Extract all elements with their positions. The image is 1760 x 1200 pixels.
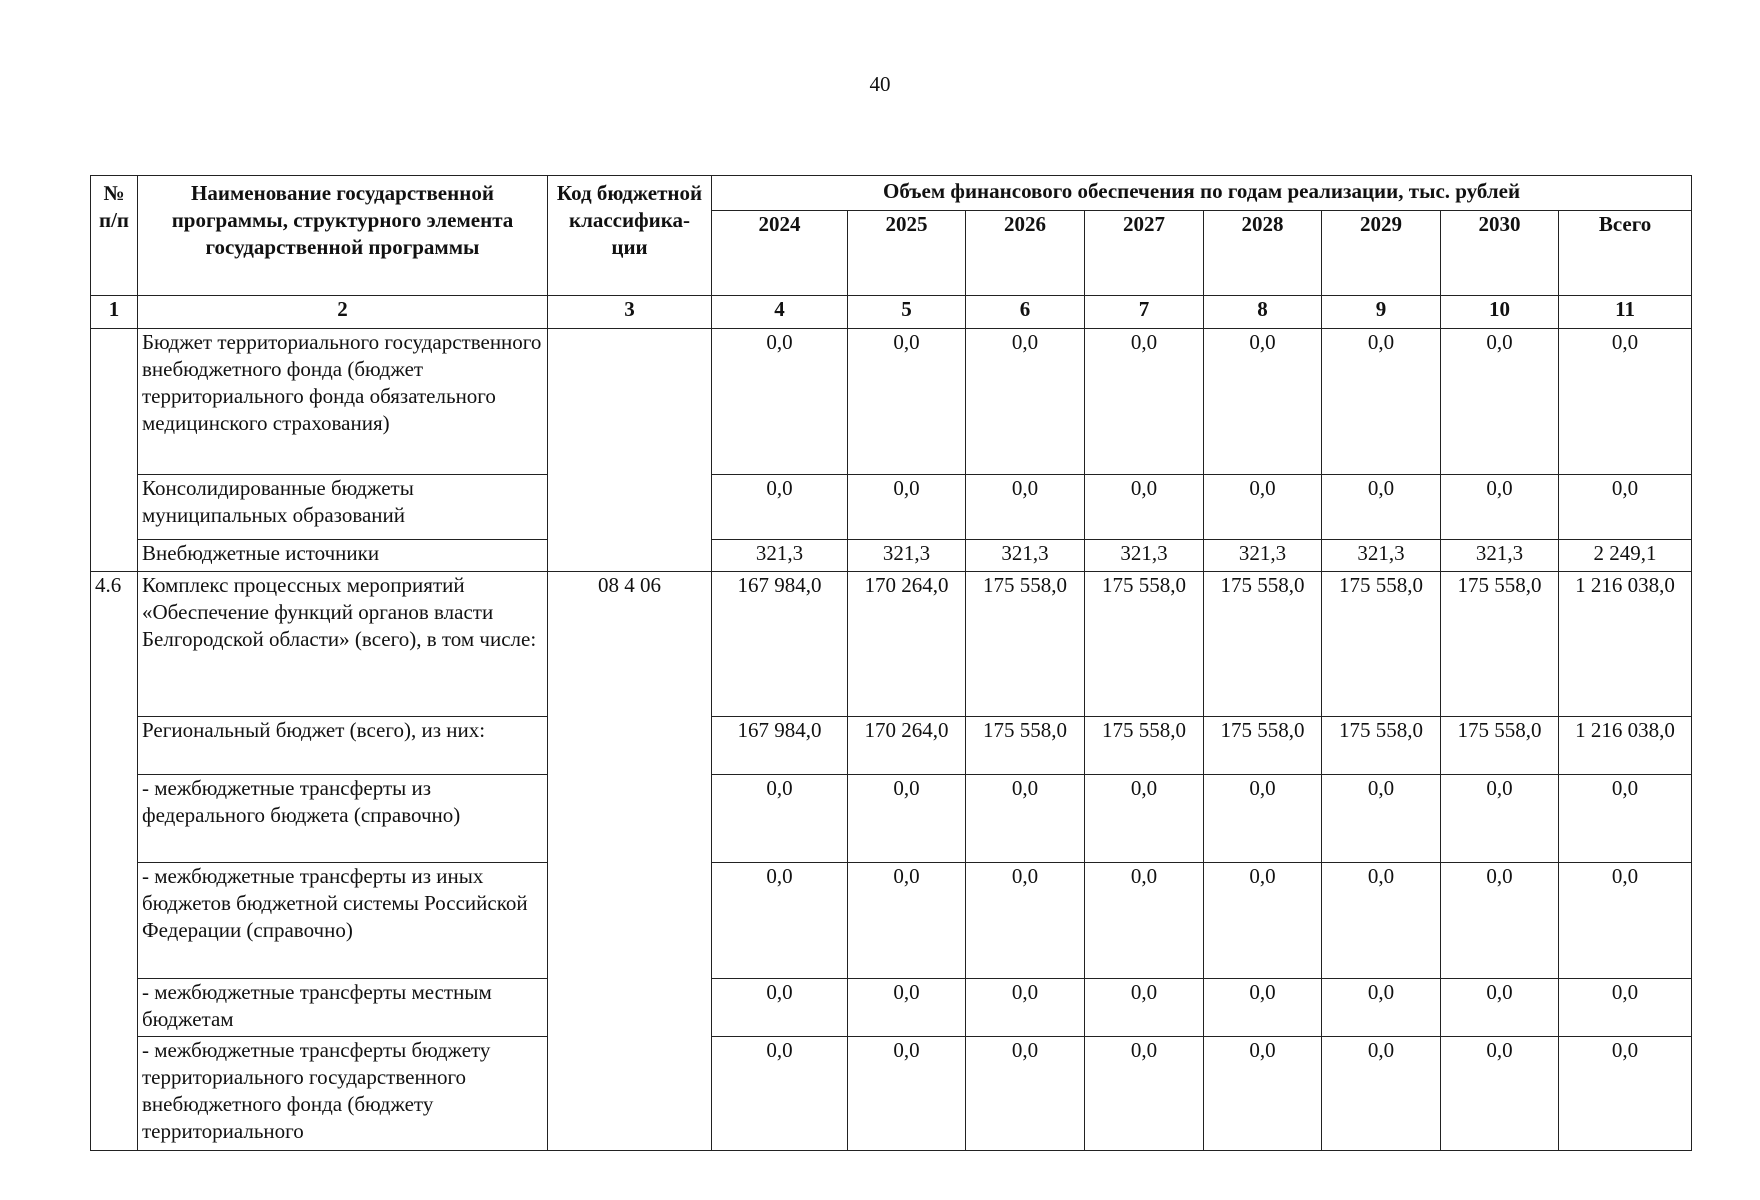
value-cell: 0,0 bbox=[712, 475, 848, 540]
header-year: 2026 bbox=[966, 211, 1085, 296]
value-cell: 0,0 bbox=[848, 979, 966, 1037]
column-number: 3 bbox=[548, 296, 712, 329]
value-cell: 175 558,0 bbox=[1322, 717, 1441, 775]
total-cell: 2 249,1 bbox=[1559, 540, 1692, 572]
value-cell: 321,3 bbox=[848, 540, 966, 572]
header-year: 2024 bbox=[712, 211, 848, 296]
value-cell: 0,0 bbox=[966, 329, 1085, 475]
column-number: 2 bbox=[138, 296, 548, 329]
table-row bbox=[91, 572, 1692, 717]
value-cell: 0,0 bbox=[1322, 1037, 1441, 1151]
value-cell: 0,0 bbox=[1204, 1037, 1322, 1151]
header-num: № п/п bbox=[91, 176, 138, 296]
row-code: 08 4 06 bbox=[548, 572, 712, 1151]
value-cell: 0,0 bbox=[966, 1037, 1085, 1151]
value-cell: 0,0 bbox=[1441, 979, 1559, 1037]
value-cell: 0,0 bbox=[1085, 1037, 1204, 1151]
table-row bbox=[91, 1037, 1692, 1151]
value-cell: 0,0 bbox=[848, 863, 966, 979]
value-cell: 175 558,0 bbox=[1204, 572, 1322, 717]
value-cell: 0,0 bbox=[1085, 863, 1204, 979]
value-cell: 175 558,0 bbox=[1085, 717, 1204, 775]
column-number: 10 bbox=[1441, 296, 1559, 329]
value-cell: 167 984,0 bbox=[712, 572, 848, 717]
value-cell: 0,0 bbox=[712, 979, 848, 1037]
total-cell: 1 216 038,0 bbox=[1559, 717, 1692, 775]
value-cell: 0,0 bbox=[1085, 979, 1204, 1037]
total-cell: 1 216 038,0 bbox=[1559, 572, 1692, 717]
table-row bbox=[91, 329, 1692, 475]
row-name: Бюджет территориального государственного внебюджетного фонда (бюджет территориального фонда обязательного медицинского страхования) bbox=[138, 329, 548, 475]
budget-table bbox=[90, 175, 1692, 1151]
value-cell: 0,0 bbox=[1204, 775, 1322, 863]
value-cell: 321,3 bbox=[1204, 540, 1322, 572]
column-number: 4 bbox=[712, 296, 848, 329]
value-cell: 0,0 bbox=[966, 775, 1085, 863]
value-cell: 0,0 bbox=[1204, 329, 1322, 475]
total-cell: 0,0 bbox=[1559, 475, 1692, 540]
row-index: 4.6 bbox=[91, 572, 138, 1151]
value-cell: 0,0 bbox=[1441, 475, 1559, 540]
value-cell: 175 558,0 bbox=[1441, 717, 1559, 775]
row-code bbox=[548, 329, 712, 572]
value-cell: 321,3 bbox=[1085, 540, 1204, 572]
value-cell: 0,0 bbox=[1204, 979, 1322, 1037]
column-number: 1 bbox=[91, 296, 138, 329]
header-year: 2030 bbox=[1441, 211, 1559, 296]
header-total: Всего bbox=[1559, 211, 1692, 296]
value-cell: 175 558,0 bbox=[1085, 572, 1204, 717]
table-row bbox=[91, 979, 1692, 1037]
value-cell: 170 264,0 bbox=[848, 717, 966, 775]
value-cell: 0,0 bbox=[848, 775, 966, 863]
row-name: - межбюджетные трансферты бюджету территориального государственного внебюджетного фонда (бюджету территориального bbox=[138, 1037, 548, 1151]
value-cell: 321,3 bbox=[1322, 540, 1441, 572]
column-number: 7 bbox=[1085, 296, 1204, 329]
column-number: 6 bbox=[966, 296, 1085, 329]
value-cell: 175 558,0 bbox=[1322, 572, 1441, 717]
value-cell: 170 264,0 bbox=[848, 572, 966, 717]
value-cell: 175 558,0 bbox=[966, 572, 1085, 717]
table-row bbox=[91, 717, 1692, 775]
total-cell: 0,0 bbox=[1559, 775, 1692, 863]
total-cell: 0,0 bbox=[1559, 1037, 1692, 1151]
value-cell: 175 558,0 bbox=[1441, 572, 1559, 717]
value-cell: 321,3 bbox=[966, 540, 1085, 572]
header-code: Код бюджетной классифика-ции bbox=[548, 176, 712, 296]
value-cell: 0,0 bbox=[1322, 775, 1441, 863]
value-cell: 175 558,0 bbox=[1204, 717, 1322, 775]
value-cell: 0,0 bbox=[1322, 863, 1441, 979]
value-cell: 0,0 bbox=[1085, 329, 1204, 475]
value-cell: 0,0 bbox=[712, 863, 848, 979]
header-volume: Объем финансового обеспечения по годам реализации, тыс. рублей bbox=[712, 176, 1692, 211]
row-index bbox=[91, 329, 138, 572]
row-name: - межбюджетные трансферты из иных бюджетов бюджетной системы Российской Федерации (справочно) bbox=[138, 863, 548, 979]
value-cell: 0,0 bbox=[1441, 863, 1559, 979]
value-cell: 321,3 bbox=[712, 540, 848, 572]
value-cell: 175 558,0 bbox=[966, 717, 1085, 775]
value-cell: 0,0 bbox=[1322, 475, 1441, 540]
row-name: Внебюджетные источники bbox=[138, 540, 548, 572]
value-cell: 0,0 bbox=[1085, 775, 1204, 863]
header-year: 2029 bbox=[1322, 211, 1441, 296]
row-name: Региональный бюджет (всего), из них: bbox=[138, 717, 548, 775]
value-cell: 167 984,0 bbox=[712, 717, 848, 775]
header-year: 2027 bbox=[1085, 211, 1204, 296]
value-cell: 0,0 bbox=[1204, 475, 1322, 540]
value-cell: 0,0 bbox=[966, 979, 1085, 1037]
total-cell: 0,0 bbox=[1559, 979, 1692, 1037]
value-cell: 0,0 bbox=[966, 863, 1085, 979]
value-cell: 321,3 bbox=[1441, 540, 1559, 572]
header-year: 2028 bbox=[1204, 211, 1322, 296]
value-cell: 0,0 bbox=[848, 329, 966, 475]
value-cell: 0,0 bbox=[1441, 1037, 1559, 1151]
column-number: 11 bbox=[1559, 296, 1692, 329]
table-row bbox=[91, 540, 1692, 572]
row-name: Комплекс процессных мероприятий «Обеспечение функций органов власти Белгородской области» (всего), в том числе: bbox=[138, 572, 548, 717]
row-name: Консолидированные бюджеты муниципальных образований bbox=[138, 475, 548, 540]
value-cell: 0,0 bbox=[848, 1037, 966, 1151]
value-cell: 0,0 bbox=[712, 1037, 848, 1151]
total-cell: 0,0 bbox=[1559, 329, 1692, 475]
value-cell: 0,0 bbox=[848, 475, 966, 540]
table-row bbox=[91, 863, 1692, 979]
page-number: 40 bbox=[869, 72, 891, 96]
column-numbers-row bbox=[91, 296, 1692, 329]
header-year: 2025 bbox=[848, 211, 966, 296]
value-cell: 0,0 bbox=[1322, 329, 1441, 475]
column-number: 8 bbox=[1204, 296, 1322, 329]
table-row bbox=[91, 475, 1692, 540]
value-cell: 0,0 bbox=[1441, 775, 1559, 863]
value-cell: 0,0 bbox=[712, 775, 848, 863]
row-name: - межбюджетные трансферты местным бюджетам bbox=[138, 979, 548, 1037]
column-number: 9 bbox=[1322, 296, 1441, 329]
value-cell: 0,0 bbox=[712, 329, 848, 475]
total-cell: 0,0 bbox=[1559, 863, 1692, 979]
value-cell: 0,0 bbox=[966, 475, 1085, 540]
table-row bbox=[91, 775, 1692, 863]
column-number: 5 bbox=[848, 296, 966, 329]
value-cell: 0,0 bbox=[1441, 329, 1559, 475]
value-cell: 0,0 bbox=[1085, 475, 1204, 540]
header-name: Наименование государственной программы, структурного элемента государственной программы bbox=[138, 176, 548, 296]
row-name: - межбюджетные трансферты из федерального бюджета (справочно) bbox=[138, 775, 548, 863]
value-cell: 0,0 bbox=[1322, 979, 1441, 1037]
value-cell: 0,0 bbox=[1204, 863, 1322, 979]
